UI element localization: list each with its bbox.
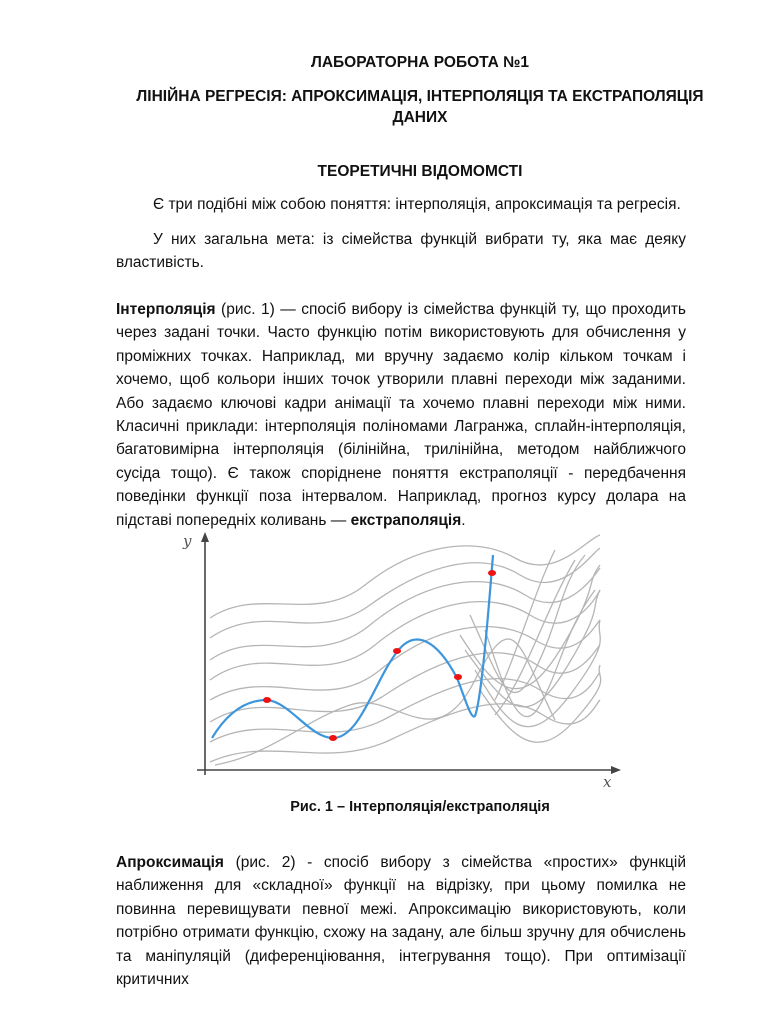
data-point	[263, 697, 271, 703]
intro-paragraph-1: Є три подібні між собою поняття: інтерполяція, апроксимація та регресія.	[153, 196, 681, 213]
data-points	[263, 570, 496, 741]
data-point	[329, 735, 337, 741]
y-axis-label: y	[183, 532, 192, 550]
approximation-term: Апроксимація	[116, 854, 224, 871]
approximation-paragraph	[116, 851, 686, 991]
topic-title	[110, 86, 730, 128]
data-point	[454, 674, 462, 680]
intro-paragraph-2: У них загальна мета: із сімейства функцій вибрати ту, яка має деяку властивість.	[116, 231, 686, 272]
section-title: ТЕОРЕТИЧНІ ВІДОМОМСТІ	[317, 163, 523, 180]
interpolation-paragraph	[116, 298, 686, 532]
interpolating-curve	[212, 555, 493, 738]
topic-title-line2: ДАНИХ	[392, 109, 448, 126]
y-axis-arrow-icon	[201, 532, 209, 542]
interpolation-term: Інтерполяція	[116, 301, 216, 318]
figure-caption: Рис. 1 – Інтерполяція/екстраполяція	[290, 799, 550, 815]
interpolation-body: (рис. 1) — спосіб вибору із сімейства функцій ту, що проходить через задані точки. Часто функцію потім використовують для обчислення у проміжних точках. Наприклад, ми вручну задаємо колір кільком точкам і хочемо, щоб кольори інших точок утворили плавні переходи між заданими. Або задаємо ключові кадри анімації та хочемо плавні переходи між ними. Класичні приклади: інтерполяція поліномами Лагранжа, сплайн-інтерполяція, багатовимірна інтерполяція (білінійна, трилінійна, методом найближчого сусіда тощо). Є також споріднене поняття екстраполяції - передбачення поведінки функції поза інтервалом. Наприклад, прогноз курсу долара на підставі попередніх коливань —	[116, 301, 686, 529]
interpolation-tail: .	[461, 511, 466, 529]
function-family	[210, 535, 601, 765]
extrapolation-term: екстраполяція	[350, 511, 462, 529]
x-axis-label: x	[603, 773, 612, 791]
approximation-body: (рис. 2) - спосіб вибору з сімейства «простих» функцій наближення для «складної» функції на відрізку, при цьому помилка не повинна перевищувати певної межі. Апроксимацію використовують, коли потрібно отримати функцію, схожу на задану, але більш зручну для обчислень та маніпуляцій (диференціювання, інтегрування тощо). При оптимізації критичних	[116, 854, 686, 989]
topic-title-line1: ЛІНІЙНА РЕГРЕСІЯ: АПРОКСИМАЦІЯ, ІНТЕРПОЛЯЦІЯ ТА ЕКСТРАПОЛЯЦІЯ	[136, 88, 704, 105]
data-point	[488, 570, 496, 576]
interpolation-figure	[175, 530, 625, 795]
x-axis-arrow-icon	[611, 766, 621, 774]
data-point	[393, 648, 401, 654]
lab-title: ЛАБОРАТОРНА РОБОТА №1	[310, 54, 530, 71]
